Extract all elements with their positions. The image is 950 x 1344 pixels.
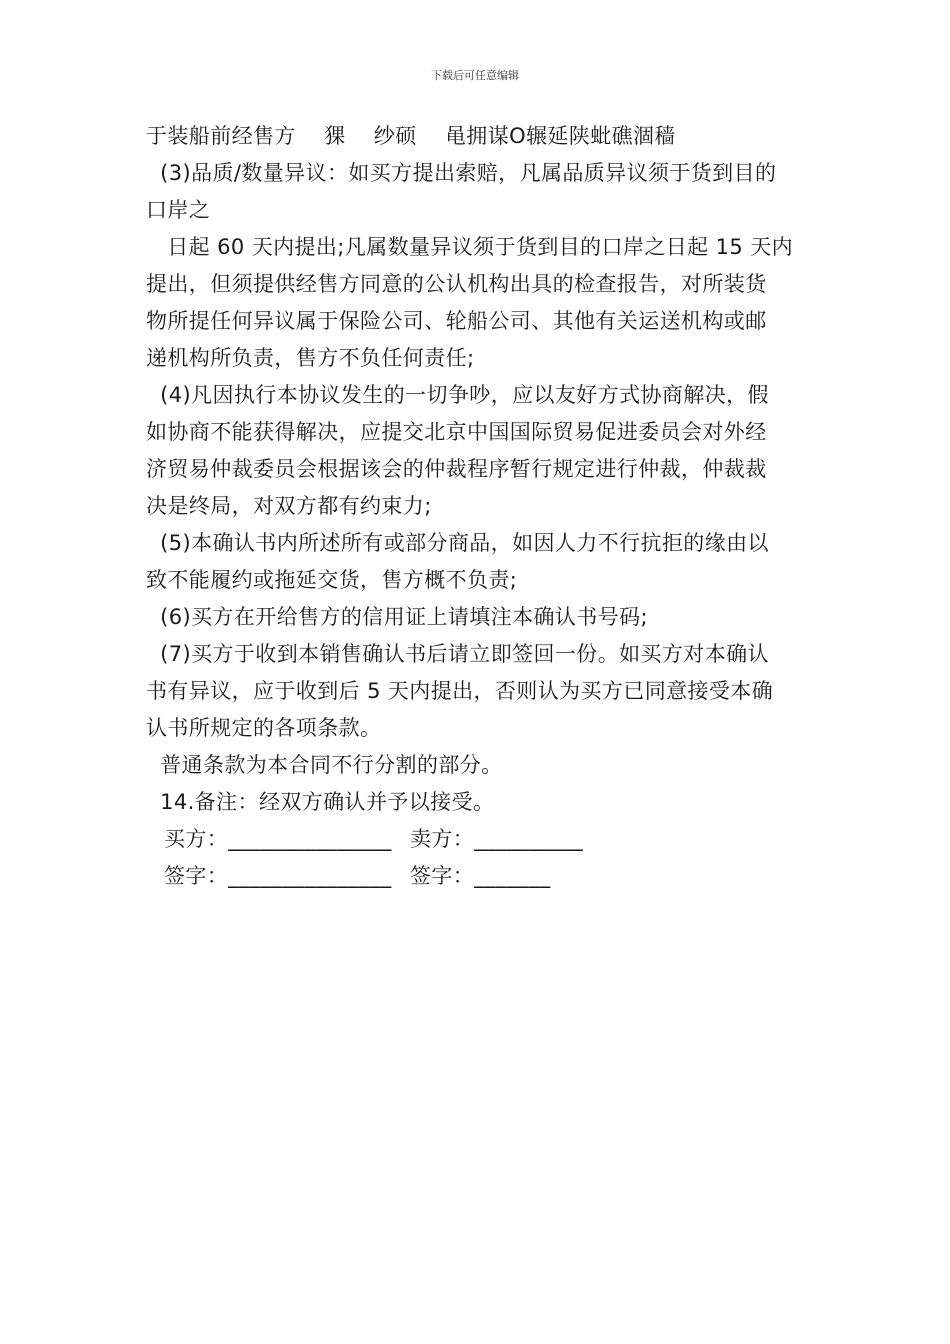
text-line: 口岸之 (146, 198, 211, 222)
text-line: 普通条款为本合同不行分割的部分。 (146, 753, 503, 777)
text-line: (3)品质/数量异议：如买方提出索赔，凡属品质异议须于货到目的 (146, 161, 777, 185)
text-line: 决是终局，对双方都有约束力; (146, 494, 432, 518)
text-line: (6)买方在开给售方的信用证上请填注本确认书号码; (146, 605, 648, 629)
page-header: 下载后可任意编辑 (431, 69, 519, 82)
text-line: 物所提任何异议属于保险公司、轮船公司、其他有关运送机构或邮 (146, 309, 767, 333)
document-body (146, 118, 810, 895)
text-line: 于装船前经售方 猓 纱硕 黾拥谋O辗延陕蚍礁涸穑 (146, 124, 676, 148)
text-line: 认书所规定的各项条款。 (146, 716, 382, 740)
text-line: (4)凡因执行本协议发生的一切争吵，应以友好方式协商解决，假 (146, 383, 769, 407)
signature-row-parties (146, 821, 810, 858)
text-line: 提出，但须提供经售方同意的公认机构出具的检查报告，对所装货 (146, 272, 767, 296)
text-line: 日起 60 天内提出;凡属数量异议须于货到目的口岸之日起 15 天内 (146, 235, 794, 259)
text-line: 递机构所负责，售方不负任何责任; (146, 346, 475, 370)
text-line: 致不能履约或拖延交货，售方概不负责; (146, 568, 518, 592)
text-line: 书有异议，应于收到后 5 天内提出，否则认为买方已同意接受本确 (146, 679, 774, 703)
text-line: (5)本确认书内所述所有或部分商品，如因人力不行抗拒的缘由以 (146, 531, 769, 555)
signature-row-signatures (146, 858, 810, 895)
text-line: 14.备注：经双方确认并予以接受。 (146, 790, 495, 814)
text-line: 如协商不能获得解决，应提交北京中国国际贸易促进委员会对外经 (146, 420, 767, 444)
seller-field: 卖方：__________ (410, 827, 584, 851)
text-line: (7)买方于收到本销售确认书后请立即签回一份。如买方对本确认 (146, 642, 769, 666)
seller-signature-field: 签字：_______ (410, 864, 551, 888)
text-line: 济贸易仲裁委员会根据该会的仲裁程序暂行规定进行仲裁，仲裁裁 (146, 457, 767, 481)
buyer-signature-field: 签字：_______________ (164, 864, 392, 888)
buyer-field: 买方：_______________ (164, 827, 392, 851)
